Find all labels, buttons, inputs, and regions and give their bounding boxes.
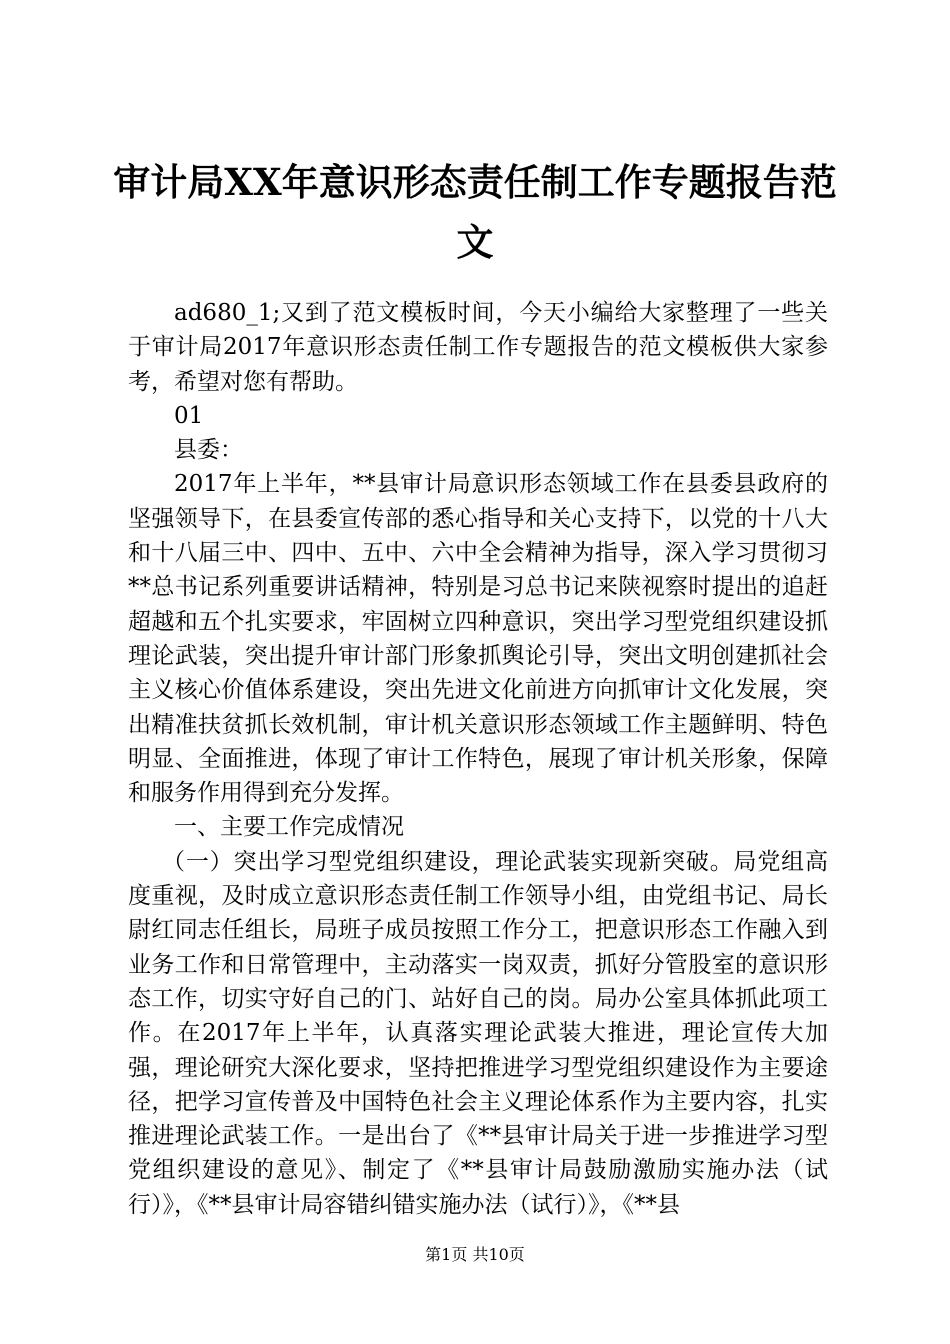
- summary-paragraph: 2017年上半年，**县审计局意识形态领域工作在县委县政府的坚强领导下，在县委宣传部的悉心指导和关心支持下，以党的十八大和十八届三中、四中、五中、六中全会精神为指导，深入学习贯彻习**总书记系列重要讲话精神，特别是习总书记来陕视察时提出的追赶超越和五个扎实要求，牢固树立四种意识，突出学习型党组织建设抓理论武装，突出提升审计部门形象抓舆论引导，突出文明创建抓社会主义核心价值体系建设，突出先进文化前进方向抓审计文化发展，突出精准扶贫抓长效机制，审计机关意识形态领域工作主题鲜明、特色明显、全面推进，体现了审计工作特色，展现了审计机关形象，保障和服务作用得到充分发挥。: [128, 471, 828, 807]
- document-body: [128, 296, 828, 1222]
- intro-paragraph: ad680_1;又到了范文模板时间，今天小编给大家整理了一些关于审计局2017年意识形态责任制工作专题报告的范文模板供大家参考，希望对您有帮助。: [128, 300, 828, 395]
- document-title-line-1: 审计局XX年意识形态责任制工作专题报告范: [113, 160, 837, 204]
- section-number: 01: [174, 402, 204, 429]
- subsection-paragraph: （一）突出学习型党组织建设，理论武装实现新突破。局党组高度重视，及时成立意识形态责任制工作领导小组，由党组书记、局长尉红同志任组长，局班子成员按照工作分工，把意识形态工作融入到业务工作和日常管理中，主动落实一岗双责，抓好分管股室的意识形态工作，切实守好自己的门、站好自己的岗。局办公室具体抓此项工作。在2017年上半年，认真落实理论武装大推进，理论宣传大加强，理论研究大深化要求，坚持把推进学习型党组织建设作为主要途径，把学习宣传普及中国特色社会主义理论体系作为主要内容，扎实推进理论武装工作。一是出台了《**县审计局关于进一步推进学习型党组织建设的意见》、制定了《**县审计局鼓励激励实施办法（试行）》，《**县审计局容错纠错实施办法（试行）》，《**县: [128, 848, 828, 1218]
- salutation: 县委：: [174, 437, 243, 464]
- section-heading: 一、主要工作完成情况: [174, 814, 404, 841]
- page-footer: 第1页 共10页: [425, 1245, 525, 1264]
- document-title-line-2: 文: [456, 220, 494, 264]
